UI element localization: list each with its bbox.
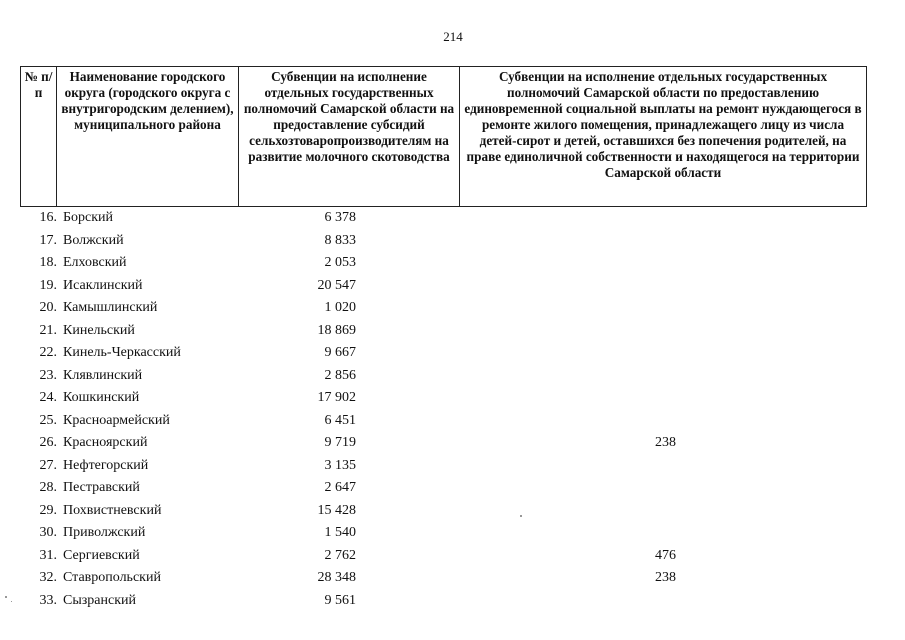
dairy-subvention-value: 18 869: [317, 322, 356, 338]
district-name: Борский: [63, 210, 114, 225]
district-name: Похвистневский: [63, 502, 162, 518]
page-number: 214: [443, 29, 463, 44]
row-number: 17.: [39, 232, 57, 248]
row-number: 27.: [39, 457, 57, 473]
table-row: [20, 365, 866, 388]
table-row: [20, 545, 866, 568]
dairy-subvention-value: 15 428: [317, 502, 356, 518]
dairy-subvention-value: 9 719: [324, 435, 356, 450]
repair-payment-value: 238: [655, 435, 676, 450]
header-number-column: № п/п: [21, 67, 57, 207]
table-row: [20, 410, 866, 433]
dairy-subvention-value: 17 902: [317, 390, 356, 405]
table-row: [20, 567, 866, 590]
row-number: 26.: [39, 435, 57, 450]
row-number: 21.: [39, 322, 57, 338]
district-name: Красноармейский: [63, 412, 170, 428]
district-name: Сергиевский: [63, 547, 140, 563]
row-number: 25.: [39, 412, 57, 428]
repair-payment-value: 476: [655, 547, 676, 563]
row-number: 29.: [39, 502, 57, 518]
header-name-column: Наименование городского округа (городского округа с внутригородским делением), муниципального района: [57, 67, 239, 207]
dairy-subvention-value: 2 856: [324, 367, 356, 383]
district-name: Кинель-Черкасский: [63, 345, 181, 360]
table-row: [20, 207, 866, 230]
district-name: Исаклинский: [63, 277, 143, 293]
table-row: [20, 500, 866, 523]
dairy-subvention-value: 20 547: [317, 277, 356, 293]
district-name: Елховский: [63, 255, 127, 270]
dairy-subvention-value: 8 833: [324, 232, 356, 248]
dairy-subvention-value: 6 451: [324, 412, 356, 428]
repair-payment-value: 238: [655, 570, 676, 585]
district-name: Ставропольский: [63, 570, 161, 585]
row-number: 28.: [39, 480, 57, 495]
dairy-subvention-value: 9 561: [324, 592, 356, 608]
table-row: [20, 477, 866, 500]
table-header: [20, 66, 867, 207]
dairy-subvention-value: 1 540: [324, 525, 356, 540]
district-name: Красноярский: [63, 435, 148, 450]
dairy-subvention-value: 2 762: [324, 547, 356, 563]
row-number: 32.: [39, 570, 57, 585]
row-number: 20.: [39, 300, 57, 315]
row-number: 30.: [39, 525, 57, 540]
row-number: 18.: [39, 255, 57, 270]
header-dairy-subvention-column: Субвенции на исполнение отдельных государственных полномочий Самарской области на предоставление субсидий сельхозтоваропроизводителям на развитие молочного скотоводства: [239, 67, 460, 207]
row-number: 19.: [39, 277, 57, 293]
district-name: Приволжский: [63, 525, 146, 540]
district-name: Клявлинский: [63, 367, 143, 383]
scan-speck: [520, 515, 522, 517]
table-row: [20, 432, 866, 455]
table-row: [20, 455, 866, 478]
table-row: [20, 590, 866, 613]
district-name: Сызранский: [63, 592, 136, 608]
table-row: [20, 320, 866, 343]
table-row: [20, 252, 866, 275]
dairy-subvention-value: 9 667: [324, 345, 356, 360]
header-repair-payment-column: Субвенции на исполнение отдельных государственных полномочий Самарской области по предоставлению единовременной социальной выплаты на ремонт нуждающегося в ремонте жилого помещения, принадлежащего лицу из числа детей-сирот и детей, оставшихся без попечения родителей, на праве единоличной собственности и находящегося на территории Самарской области: [460, 67, 867, 207]
table-row: [20, 230, 866, 253]
row-number: 22.: [39, 345, 57, 360]
dairy-subvention-value: 2 053: [324, 255, 356, 270]
table-row: [20, 342, 866, 365]
scan-speck: [5, 596, 7, 598]
district-name: Кошкинский: [63, 390, 140, 405]
dairy-subvention-value: 1 020: [324, 300, 356, 315]
table-row: [20, 387, 866, 410]
table-row: [20, 275, 866, 298]
district-name: Нефтегорский: [63, 457, 149, 473]
scan-speck: [11, 601, 12, 602]
row-number: 33.: [39, 592, 57, 608]
district-name: Волжский: [63, 232, 124, 248]
table-row: [20, 522, 866, 545]
dairy-subvention-value: 2 647: [324, 480, 356, 495]
dairy-subvention-value: 28 348: [317, 570, 356, 585]
table-body: [20, 207, 866, 612]
table-row: [20, 297, 866, 320]
dairy-subvention-value: 3 135: [324, 457, 356, 473]
district-name: Камышлинский: [63, 300, 158, 315]
row-number: 24.: [39, 390, 57, 405]
row-number: 16.: [39, 210, 57, 225]
row-number: 31.: [39, 547, 57, 563]
dairy-subvention-value: 6 378: [324, 210, 356, 225]
district-name: Пестравский: [63, 480, 140, 495]
district-name: Кинельский: [63, 322, 135, 338]
row-number: 23.: [39, 367, 57, 383]
